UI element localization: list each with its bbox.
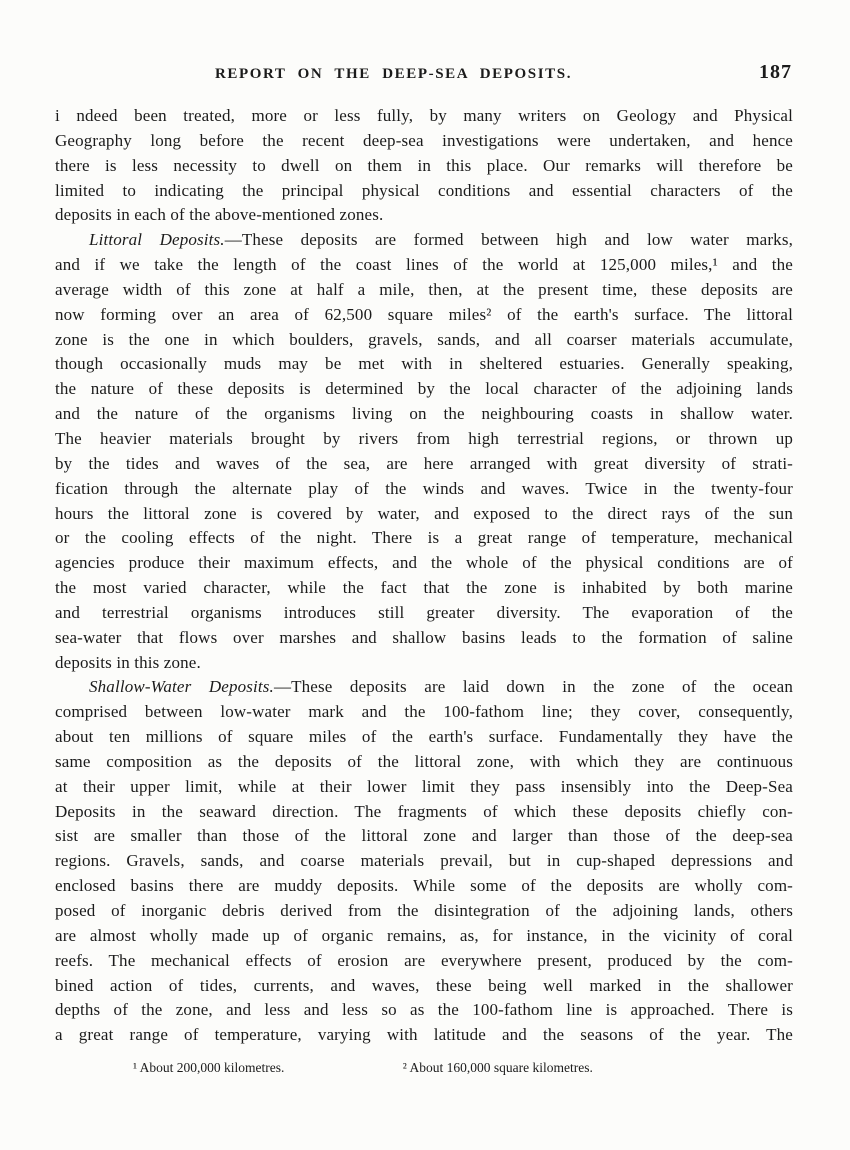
text-line: comprised between low-water mark and the 100-fathom line; they cover, consequently, [55,702,793,722]
page-number: 187 [759,61,792,83]
text-line: same composition as the deposits of the littoral zone, with which they are continuous [55,751,793,771]
text-line: Littoral Deposits.—These deposits are formed between high and low water marks, [89,230,793,250]
text-line: by the tides and waves of the sea, are here arranged with great diversity of strati- [55,453,793,473]
text-line: regions. Gravels, sands, and coarse materials prevail, but in cup-shaped depressions and [55,851,793,871]
text-line: at their upper limit, while at their lower limit they pass insensibly into the Deep-Sea [55,776,793,796]
footnote-2: ² About 160,000 square kilometres. [402,1060,593,1075]
paragraph [55,675,793,1048]
text-line: posed of inorganic debris derived from the disintegration of the adjoining lands, others [55,901,793,920]
text-line: fication through the alternate play of the winds and waves. Twice in the twenty-four [55,478,793,498]
text-line: zone is the one in which boulders, gravels, sands, and all coarser materials accumulate, [55,329,793,349]
text-line: depths of the zone, and less and less so as the 100-fathom line is approached. There is [55,1000,793,1020]
text-line: sist are smaller than those of the littoral zone and larger than those of the deep-sea [55,826,793,846]
text-line: i ndeed been treated, more or less fully, by many writers on Geology and Physical [55,106,793,125]
text-line: bined action of tides, currents, and waves, these being well marked in the shallower [55,975,793,995]
text-line: deposits in each of the above-mentioned zones. [55,205,384,225]
text-line: though occasionally muds may be met with in sheltered estuaries. Generally speaking, [55,354,793,374]
text-line: the nature of these deposits is determined by the local character of the adjoining lands [55,379,793,399]
text-line: or the cooling effects of the night. There is a great range of temperature, mechanical [55,528,793,548]
text-line: deposits in this zone. [55,652,201,672]
footnote-1: ¹ About 200,000 kilometres. [133,1060,285,1075]
text-line: hours the littoral zone is covered by water, and exposed to the direct rays of the sun [55,503,793,523]
text-line: Deposits in the seaward direction. The fragments of which these deposits chiefly con- [55,801,793,821]
footnotes [55,1059,793,1077]
text-line: sea-water that flows over marshes and shallow basins leads to the formation of saline [55,627,793,647]
paragraph [55,228,793,675]
text-line: reefs. The mechanical effects of erosion are everywhere present, produced by the com- [55,950,793,970]
text-line: Geography long before the recent deep-sea investigations were undertaken, and hence [55,130,793,150]
text-line: now forming over an area of 62,500 square miles² of the earth's surface. The littoral [55,304,793,324]
text-line: limited to indicating the principal physical conditions and essential characters of the [55,180,793,200]
text-line: and terrestrial organisms introduces still greater diversity. The evaporation of the [55,602,793,622]
text-line: and if we take the length of the coast lines of the world at 125,000 miles,¹ and the [55,255,793,275]
text-line: and the nature of the organisms living on the neighbouring coasts in shallow water. [55,404,793,424]
text-line: average width of this zone at half a mile, then, at the present time, these deposits are [55,279,793,299]
page-body [55,104,793,1048]
text-line: The heavier materials brought by rivers from high terrestrial regions, or thrown up [55,428,793,448]
paragraph-lead: Shallow-Water Deposits. [89,677,274,697]
text-line: there is less necessity to dwell on them in this place. Our remarks will therefore be [55,155,793,175]
text-line: a great range of temperature, varying with latitude and the seasons of the year. The [55,1025,793,1045]
text-line: agencies produce their maximum effects, and the whole of the physical conditions are of [55,553,793,573]
paragraph [55,104,793,228]
running-head [55,61,792,88]
text-line: about ten millions of square miles of the earth's surface. Fundamentally they have the [55,727,793,747]
paragraph-lead: Littoral Deposits. [89,230,225,250]
text-line: Shallow-Water Deposits.—These deposits are laid down in the zone of the ocean [89,677,793,697]
text-line: enclosed basins there are muddy deposits. While some of the deposits are wholly com- [55,876,793,896]
text-line: are almost wholly made up of organic remains, as, for instance, in the vicinity of coral [55,925,793,945]
page-title: REPORT ON THE DEEP-SEA DEPOSITS. [214,66,573,82]
text-line: the most varied character, while the fact that the zone is inhabited by both marine [55,578,793,598]
